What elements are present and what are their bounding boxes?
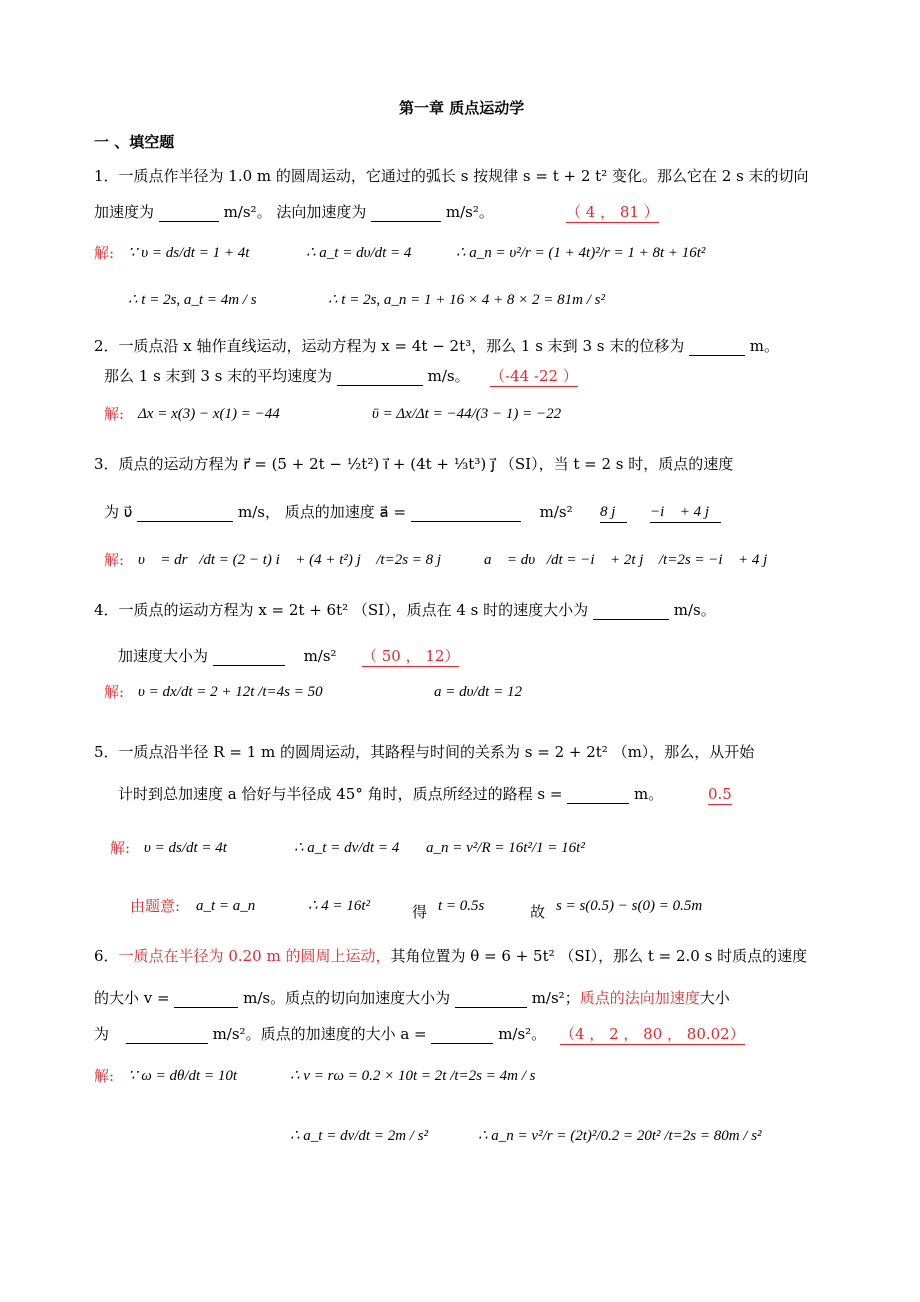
q2-blank-2[interactable] — [337, 369, 423, 386]
q6-text: m/s²； — [531, 989, 580, 1007]
q6-answer: （4 ， 2 ， 80 ， 80.02） — [560, 1025, 745, 1043]
section-heading: 一 、填空题 — [94, 133, 175, 151]
q1-solution-5: ∴ t = 2s, a_n = 1 + 16 × 4 + 8 × 2 = 81m / s² — [328, 292, 605, 308]
q1-line1: 1．一质点作半径为 1.0 m 的圆周运动，它通过的弧长 s 按规律 s = t + 2 t² 变化。那么它在 2 s 末的切向 — [94, 167, 809, 185]
q3-text: m/s² — [539, 503, 573, 521]
q1-solution-4: ∴ t = 2s, a_t = 4m / s — [128, 292, 257, 308]
q5-condition-2: ∴ 4 = 16t² — [308, 898, 371, 914]
q5-text: 计时到总加速度 a 恰好与半径成 45° 角时，质点所经过的路程 s = — [118, 785, 563, 803]
q2-solution-label: 解: — [104, 405, 125, 423]
q5-solution-3: a_n = v²/R = 16t²/1 = 16t² — [426, 840, 585, 856]
q4-line2 — [118, 646, 337, 666]
q6-blank-1[interactable] — [174, 991, 238, 1008]
q4-text: m/s² — [303, 647, 337, 665]
q5-condition-3: t = 0.5s — [438, 898, 485, 914]
q3-blank-2[interactable] — [411, 505, 521, 522]
q4-text: m/s。 — [673, 601, 716, 619]
q6-text: m/s²。 — [498, 1025, 547, 1043]
q4-text: 加速度大小为 — [118, 647, 209, 665]
q5-answer: 0.5 — [708, 785, 732, 803]
q5-line1: 5．一质点沿半径 R = 1 m 的圆周运动，其路程与时间的关系为 s = 2 + 2t² （m），那么，从开始 — [94, 743, 755, 761]
q6-text: 6． — [94, 947, 119, 965]
q1-solution-3: ∴ a_n = υ²/r = (1 + 4t)²/r = 1 + 8t + 16t² — [456, 245, 706, 261]
q6-blank-3[interactable] — [126, 1027, 208, 1044]
q3-text: 为 υ⃗ — [104, 503, 133, 521]
q6-solution-4: ∴ a_n = v²/r = (2t)²/0.2 = 20t² /t=2s = 80m / s² — [478, 1128, 762, 1144]
q2-text: 2．一质点沿 x 轴作直线运动，运动方程为 x = 4t − 2t³，那么 1 s 末到 3 s 末的位移为 — [94, 337, 685, 355]
q6-text: 的大小 v = — [94, 989, 170, 1007]
q1-solution-label: 解: — [94, 244, 115, 262]
q6-text: m/s²。质点的加速度的大小 a = — [212, 1025, 427, 1043]
q5-condition-1: a_t = a_n — [196, 898, 256, 914]
q3-solution-1: υ⃗ = dr⃗/dt = (2 − t) i⃗ + (4 + t²) j⃗ /t=2s = 8 j⃗ — [138, 552, 453, 568]
q3-blank-1[interactable] — [137, 505, 233, 522]
q5-solution-2: ∴ a_t = dv/dt = 4 — [294, 840, 400, 856]
q2-text: m/s。 — [427, 367, 470, 385]
q5-condition-label: 由题意: — [130, 897, 181, 915]
q3-answer-1: 8 j⃗ — [600, 502, 627, 523]
q4-blank-2[interactable] — [213, 649, 285, 666]
q1-solution-1: ∵ υ = ds/dt = 1 + 4t — [128, 245, 250, 261]
q1-blank-1[interactable] — [159, 205, 219, 222]
q3-text: m/s， 质点的加速度 a⃗ = — [238, 503, 407, 521]
q1-text: m/s²。 — [445, 203, 494, 221]
q6-solution-3: ∴ a_t = dv/dt = 2m / s² — [290, 1128, 429, 1144]
q2-solution-2: ῡ = Δx/Δt = −44/(3 − 1) = −22 — [372, 406, 562, 422]
q4-answer: （ 50 ， 12） — [362, 647, 460, 665]
q3-answer-2: −i⃗ + 4 j⃗ — [650, 502, 721, 523]
q3-solution-2: a⃗ = dυ⃗/dt = −i⃗ + 2t j⃗ /t=2s = −i⃗ + 4 j⃗ — [484, 552, 779, 568]
q6-text-red: 质点的法向加速度 — [579, 989, 700, 1007]
q4-solution-1: υ = dx/dt = 2 + 12t /t=4s = 50 — [138, 684, 323, 700]
q5-line2 — [118, 784, 663, 804]
q3-line2 — [104, 502, 573, 522]
q6-text: m/s。质点的切向加速度大小为 — [243, 989, 451, 1007]
q6-line3 — [94, 1024, 546, 1044]
q4-line1 — [94, 600, 716, 620]
q5-condition-word-gu: 故 — [530, 903, 546, 921]
q6-blank-2[interactable] — [455, 991, 527, 1008]
q5-blank-1[interactable] — [567, 787, 629, 804]
q1-solution-2: ∴ a_t = dυ/dt = 4 — [306, 245, 412, 261]
q6-solution-1: ∵ ω = dθ/dt = 10t — [128, 1068, 237, 1084]
q2-text: m。 — [749, 337, 780, 355]
q2-answer: （-44 -22 ） — [490, 367, 578, 385]
q5-condition-4: s = s(0.5) − s(0) = 0.5m — [556, 898, 703, 914]
q4-text: 4．一质点的运动方程为 x = 2t + 6t² （SI），质点在 4 s 时的速度大小为 — [94, 601, 589, 619]
q5-solution-1: υ = ds/dt = 4t — [144, 840, 227, 856]
q6-blank-4[interactable] — [431, 1027, 493, 1044]
q2-text: 那么 1 s 末到 3 s 末的平均速度为 — [104, 367, 333, 385]
q1-blank-2[interactable] — [371, 205, 441, 222]
q4-blank-1[interactable] — [593, 603, 669, 620]
q2-blank-1[interactable] — [689, 339, 745, 356]
q6-text: 大小 — [699, 989, 730, 1007]
q6-text-red: 一质点在半径为 0.20 m 的圆周上运动， — [118, 947, 391, 965]
q2-line1 — [94, 336, 779, 356]
q3-line1: 3．质点的运动方程为 r⃗ = (5 + 2t − ½t²) i⃗ + (4t + ⅓t³) j⃗ （SI），当 t = 2 s 时，质点的速度 — [94, 455, 734, 473]
q1-line2 — [94, 202, 494, 222]
q2-line2 — [104, 366, 470, 386]
q2-solution-1: Δx = x(3) − x(1) = −44 — [138, 406, 280, 422]
q6-text: 为 — [94, 1025, 110, 1043]
q6-line2 — [94, 988, 730, 1008]
q1-answer: （ 4 ， 81 ） — [566, 203, 659, 221]
q6-line1 — [94, 946, 807, 966]
q6-solution-label: 解: — [94, 1067, 115, 1085]
q4-solution-label: 解: — [104, 683, 125, 701]
q4-solution-2: a = dυ/dt = 12 — [434, 684, 522, 700]
q6-solution-2: ∴ v = rω = 0.2 × 10t = 2t /t=2s = 4m / s — [290, 1068, 536, 1084]
q1-text: 加速度为 — [94, 203, 155, 221]
q1-text: m/s²。 法向加速度为 — [223, 203, 367, 221]
q5-text: m。 — [633, 785, 664, 803]
q6-text: 其角位置为 θ = 6 + 5t² （SI），那么 t = 2.0 s 时质点的速度 — [390, 947, 808, 965]
q5-condition-word-de: 得 — [412, 903, 428, 921]
q3-solution-label: 解: — [104, 551, 125, 569]
chapter-title: 第一章 质点运动学 — [399, 99, 525, 117]
q5-solution-label: 解: — [110, 839, 131, 857]
